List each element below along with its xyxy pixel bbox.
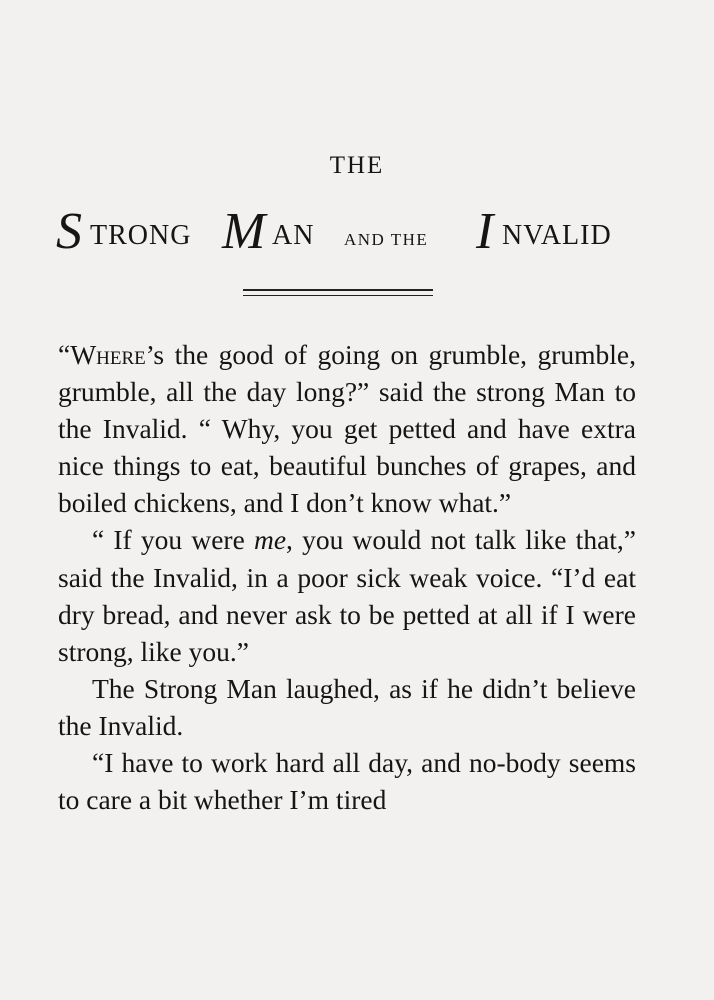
title-and-the: AND THE [344,230,429,249]
opening-quote: “ [58,339,71,370]
paragraph-3 [58,670,636,744]
paragraph-2-after: , you would not talk like that,” said the Invalid, in a poor sick weak voice. “I’d eat dry bread, and never ask to be petted at all if I were strong, like you.” [58,524,636,667]
paragraph-1-text: ’s the good of going on grumble, grumble, grumble, all the day long?” said the strong Man to the Invalid. “ Why, you get petted and have extra nice things to eat, beautiful bunches of grapes, and boiled chickens, and I don’t know what.” [58,339,636,519]
title-rule-thick [243,289,433,291]
title-rule-thin [243,295,433,296]
paragraph-2 [58,521,636,669]
paragraph-3-text: The Strong Man laughed, as if he didn’t believe the Invalid. [58,672,636,741]
paragraph-2-emphasis: me [253,524,287,556]
title-kicker: THE [329,152,385,179]
paragraph-4-text: “I have to work hard all day, and no-body seems to care a bit whether I’m tired [58,747,636,816]
paragraph-2-before: “ If you were [92,524,254,556]
title-initial-m: M [222,203,266,260]
paragraph-4 [58,744,636,818]
title-initial-i: I [476,203,494,260]
opening-smallcaps-word: Where [70,339,146,370]
title-word-man: AN [272,220,315,251]
story-title [50,196,664,276]
title-word-strong: TRONG [90,220,192,251]
title-initial-s: S [56,203,82,260]
story-text [58,336,636,818]
paragraph-1 [58,336,636,521]
title-word-invalid: NVALID [502,220,612,251]
